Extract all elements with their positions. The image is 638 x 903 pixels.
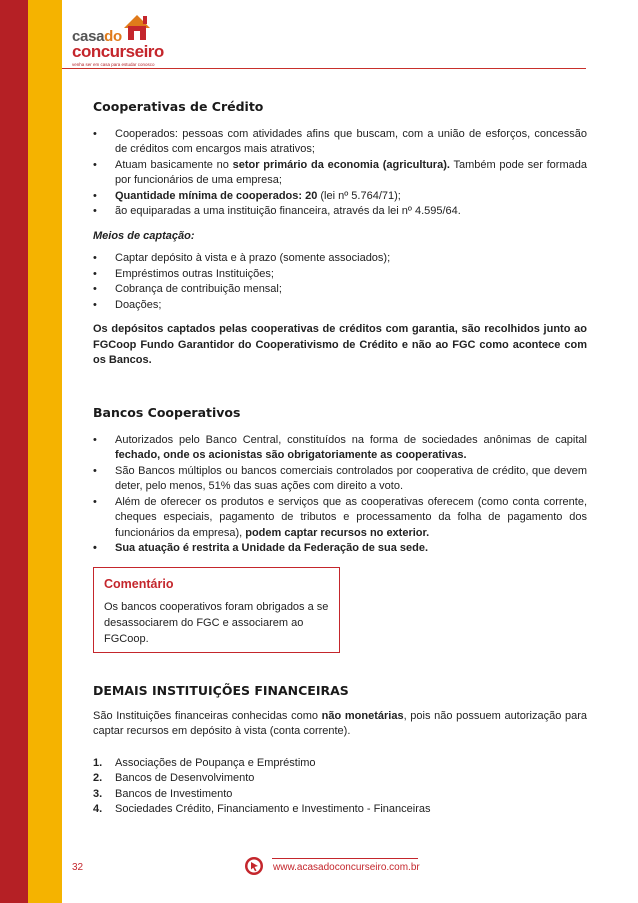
list-item: • Cobrança de contribuição mensal;: [93, 282, 587, 298]
footer-divider: [272, 858, 418, 859]
bullet-text: Também pode ser formada por funcionários de uma empresa;: [115, 158, 587, 186]
list-number: 4.: [93, 803, 103, 815]
bullet-bold: Quantidade mínima de cooperados: 20: [115, 189, 318, 202]
bullet-text: (lei nº 5.764/71);: [317, 189, 401, 202]
list-item: • Captar depósito à vista e à prazo (somente associados);: [93, 251, 587, 267]
list-item: • São Bancos múltiplos ou bancos comerciais controlados por cooperativa de crédito, que devem deter, pelo menos, 51% das suas ações com direito a voto.: [93, 464, 587, 495]
list-item: • Sua atuação é restrita a Unidade da Federação de sua sede.: [93, 541, 587, 557]
decorative-sidebar: [0, 0, 62, 903]
section-title: Cooperativas de Crédito: [93, 99, 264, 114]
section-bancos-cooperativos: [93, 405, 587, 557]
page-number: 32: [72, 862, 84, 873]
meios-title: Meios de captação:: [93, 229, 195, 242]
list-number: 3.: [93, 787, 103, 800]
logo-concurseiro: concurseiro: [72, 42, 164, 61]
comment-body: Os bancos cooperativos foram obrigados a se desassociarem do FGC e associarem ao FGCoop.: [104, 601, 329, 645]
list-item: [93, 495, 587, 542]
sidebar-yellow-stripe: [28, 0, 62, 903]
instituicoes-list: [93, 756, 587, 818]
header-divider: [62, 68, 586, 69]
list-item: [93, 189, 587, 205]
logo-do: do: [104, 28, 122, 45]
bancos-bullets: [93, 433, 587, 557]
list-item: [93, 787, 587, 803]
list-number: 2.: [93, 772, 103, 784]
list-item: [93, 433, 587, 464]
cooperativas-bullets: [93, 127, 587, 220]
list-item: [93, 158, 587, 189]
comment-title: Comentário: [104, 577, 174, 591]
list-item: [93, 127, 587, 158]
fgcoop-note: Os depósitos captados pelas cooperativas de créditos com garantia, são recolhidos junto ao FGCoop Fundo Garantidor do Cooperativismo de Crédito e não ao FGC como acontece com os Bancos.: [93, 323, 587, 366]
section-intro: [93, 709, 587, 740]
bullet-bold: setor primário da economia (agricultura).: [232, 158, 450, 171]
section-demais-instituicoes: [93, 683, 587, 818]
bullet-text: ão equiparadas a uma instituição financeira, através da lei nº 4.595/64.: [115, 205, 461, 217]
list-item: [93, 802, 587, 818]
section-title: DEMAIS INSTITUIÇÕES FINANCEIRAS: [93, 683, 349, 698]
list-item: [93, 771, 587, 787]
sidebar-red-stripe: [0, 0, 28, 903]
logo-tagline: venha ser em casa para estudar conosco: [72, 62, 155, 67]
list-item: • Doações;: [93, 298, 587, 314]
bullet-text: Atuam basicamente no: [115, 158, 233, 171]
meios-bullets: [93, 251, 587, 313]
list-text: Bancos de Desenvolvimento: [115, 772, 255, 784]
bullet-text: Além de oferecer os produtos e serviços que as cooperativas oferecem (como conta corrente, cheques especiais, pagamento de tributos e processamento da folha de pagamento dos funcionários da empresa),: [115, 495, 587, 539]
list-text: Associações de Poupança e Empréstimo: [115, 756, 316, 769]
comment-box: [93, 567, 340, 653]
cursor-logo-icon: [244, 856, 264, 876]
list-text: Sociedades Crédito, Financiamento e Investimento - Financeiras: [115, 803, 431, 815]
list-text: Bancos de Investimento: [115, 787, 233, 800]
house-icon: [120, 12, 154, 40]
list-number: 1.: [93, 756, 103, 769]
bullet-bold: fechado, onde os acionistas são obrigatoriamente as cooperativas.: [115, 449, 467, 461]
list-item: [93, 204, 587, 220]
bullet-bold: podem captar recursos no exterior.: [245, 526, 430, 539]
intro-text: São Instituições financeiras conhecidas como: [93, 709, 322, 722]
logo-casa: casa: [72, 28, 105, 45]
section-title: Bancos Cooperativos: [93, 405, 241, 420]
logo: [72, 12, 192, 67]
section-cooperativas: [93, 99, 587, 369]
list-item: • Empréstimos outras Instituições;: [93, 267, 587, 283]
bullet-text: Autorizados pelo Banco Central, constituídos na forma de sociedades anônimas de capital: [115, 433, 587, 446]
bullet-text: Cooperados: pessoas com atividades afins que buscam, com a união de esforços, concessão de créditos com encargos mais atrativos;: [115, 127, 587, 155]
website-link[interactable]: www.acasadoconcurseiro.com.br: [273, 862, 420, 873]
intro-bold: não monetárias: [321, 709, 404, 722]
list-item: [93, 756, 587, 772]
intro-text: , pois não possuem autorização para captar recursos em depósito à vista (conta corrente).: [93, 709, 587, 737]
